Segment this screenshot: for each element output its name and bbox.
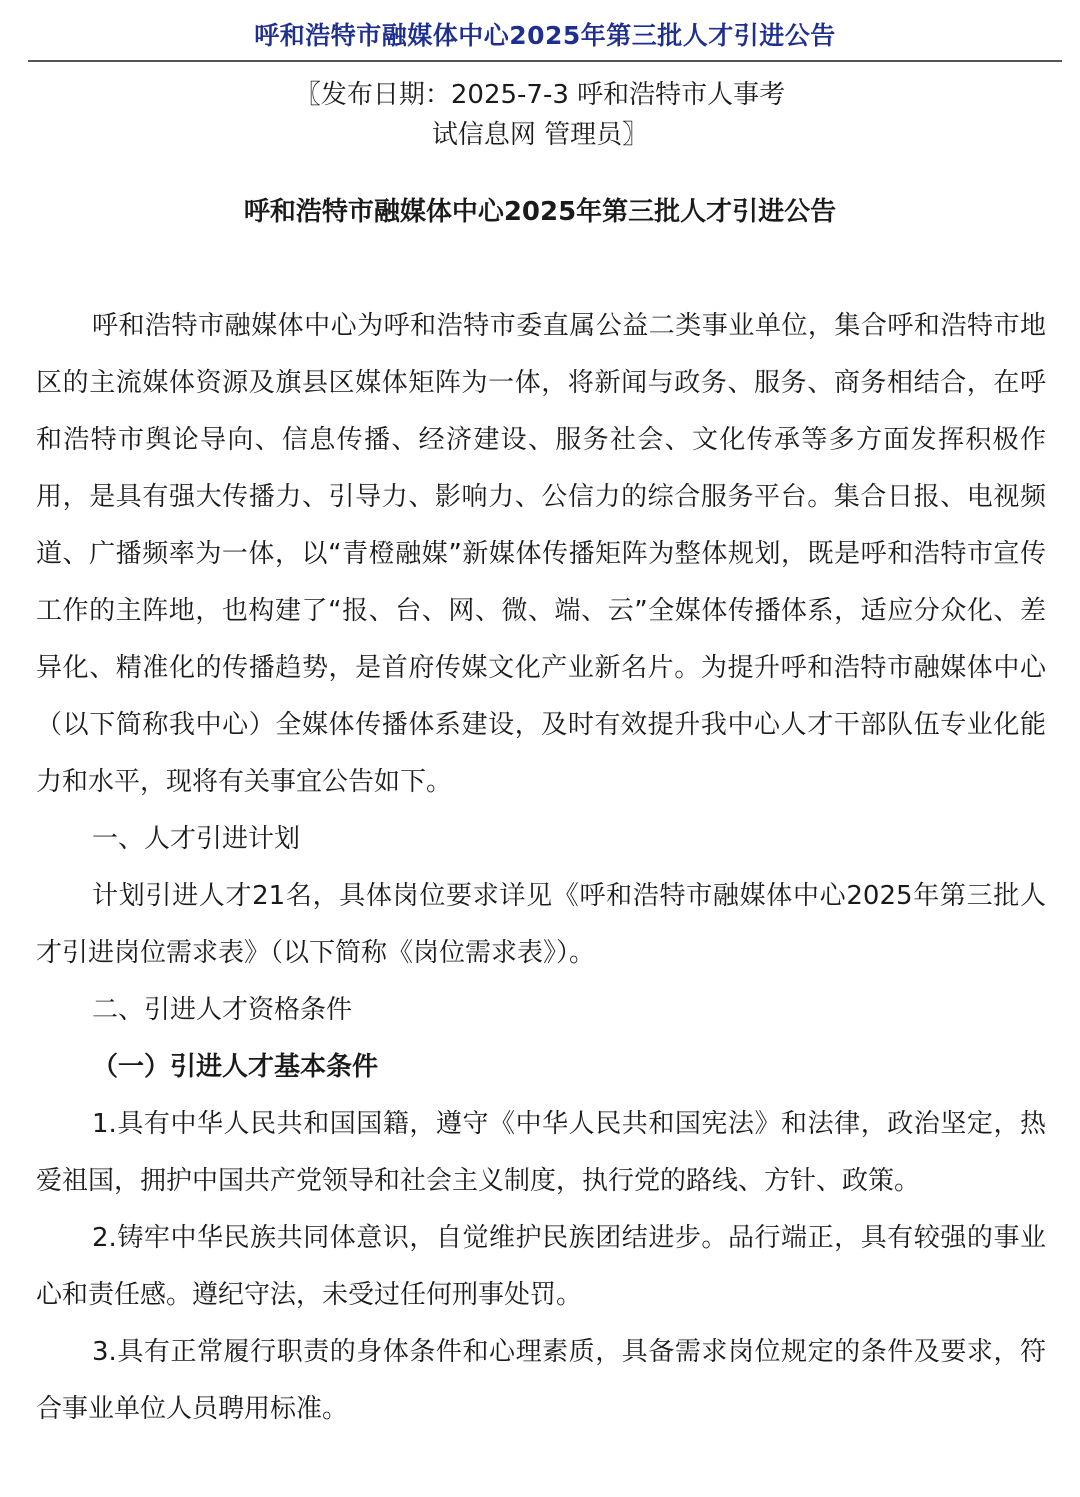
condition-item-3: 3.具有正常履行职责的身体条件和心理素质，具备需求岗位规定的条件及要求，符合事业单位人员聘用标准。: [36, 1337, 1046, 1424]
publish-meta-line-1: 〖发布日期：2025-7-3 呼和浩特市人事考: [294, 80, 786, 110]
condition-item-1: 1.具有中华人民共和国国籍，遵守《中华人民共和国宪法》和法律，政治坚定，热爱祖国，拥护中国共产党领导和社会主义制度，执行党的路线、方针、政策。: [36, 1109, 1046, 1196]
page-header: [28, 0, 1062, 62]
publish-meta-line-2: 试信息网 管理员〗: [431, 120, 649, 150]
article-body: [36, 298, 1046, 1438]
subsection-heading-basic: （一）引进人才基本条件: [92, 1052, 379, 1082]
intro-paragraph: 呼和浩特市融媒体中心为呼和浩特市委直属公益二类事业单位，集合呼和浩特市地区的主流媒体资源及旗县区媒体矩阵为一体，将新闻与政务、服务、商务相结合，在呼和浩特市舆论导向、信息传播、经济建设、服务社会、文化传承等多方面发挥积极作用，是具有强大传播力、引导力、影响力、公信力的综合服务平台。集合日报、电视频道、广播频率为一体，以“青橙融媒”新媒体传播矩阵为整体规划，既是呼和浩特市宣传工作的主阵地，也构建了“报、台、网、微、端、云”全媒体传播体系，适应分众化、差异化、精准化的传播趋势，是首府传媒文化产业新名片。为提升呼和浩特市融媒体中心（以下简称我中心）全媒体传播体系建设，及时有效提升我中心人才干部队伍专业化能力和水平，现将有关事宜公告如下。: [36, 311, 1046, 797]
section-heading-qualifications: 二、引进人才资格条件: [92, 995, 353, 1025]
section-heading-plan: 一、人才引进计划: [92, 824, 301, 854]
condition-item-2: 2.铸牢中华民族共同体意识，自觉维护民族团结进步。品行端正，具有较强的事业心和责任感。遵纪守法，未受过任何刑事处罚。: [36, 1223, 1046, 1310]
header-title: 呼和浩特市融媒体中心2025年第三批人才引进公告: [254, 21, 836, 50]
article-title: 呼和浩特市融媒体中心2025年第三批人才引进公告: [243, 197, 837, 227]
plan-paragraph: 计划引进人才21名，具体岗位要求详见《呼和浩特市融媒体中心2025年第三批人才引进岗位需求表》（以下简称《岗位需求表》）。: [36, 881, 1046, 968]
